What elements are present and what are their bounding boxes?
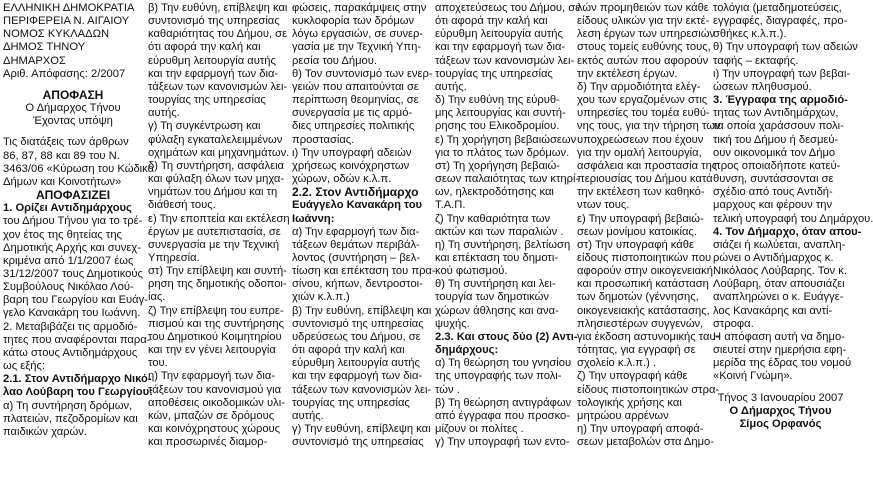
text-line: γελο Κανακάρη του Ιωάννη. xyxy=(3,307,141,320)
text-line: εύρυθμη λειτουργία αυτής xyxy=(435,28,563,41)
text-line: ρεσία του Δήμου. xyxy=(292,54,377,67)
text-line: και την εφαρμογή των δια- xyxy=(292,370,423,383)
text-line: και επέκταση του δημοτι- xyxy=(435,251,559,264)
text-line: θ) Την υπογραφή των αδειών xyxy=(713,41,858,54)
text-line: της υπογραφής των πολι- xyxy=(435,370,562,383)
text-line: παιδικών χαρών. xyxy=(3,425,87,438)
text-line: Λούβαρη, όταν απουσιάζει xyxy=(713,278,845,291)
text-line: «Κοινή Γνώμη». xyxy=(713,370,793,383)
text-line: Ευάγγελο Κανακάρη του xyxy=(292,199,423,212)
text-line: λος Κανακάρης και αντί- xyxy=(713,304,833,317)
text-line: για το πλάτος των δρόμων. xyxy=(435,146,570,159)
text-line: τίωση και επέκταση του πρα- xyxy=(292,265,436,278)
text-line: λών προμηθειών των κάθε xyxy=(577,2,709,14)
text-line: 1. Ορίζει Αντιδημάρχους xyxy=(3,202,132,215)
text-line: Ο Δήμαρχος Τήνου xyxy=(25,102,121,115)
text-line: ι) Την υπογραφή αδειών xyxy=(292,146,412,159)
text-line: Σίμος Ορφανός xyxy=(739,417,822,430)
text-line: α) Τη θεώρηση του γνησίου xyxy=(435,357,572,370)
text-line: ντων τους. xyxy=(577,199,630,212)
text-line: ε) Την εποπτεία και εκτέλεση xyxy=(148,212,290,225)
text-line: Συμβούλους Νικόλαο Λού- xyxy=(3,281,134,294)
text-line: συντονισμό της υπηρεσίας xyxy=(292,317,424,330)
text-line: ψυχής. xyxy=(435,317,470,330)
text-line: τάξεων των κανονισμών λει- xyxy=(148,80,288,93)
text-line: γ) Την υπογραφή των εντο- xyxy=(435,436,570,449)
text-line: μαρχους και φέρουν την xyxy=(713,199,833,212)
spacer xyxy=(3,128,143,136)
text-line: 3463/06 «Κύρωση του Κώδικα xyxy=(3,162,155,175)
text-line: αναπληρώνει ο κ. Ευάγγε- xyxy=(713,291,844,304)
text-line: δ) Την ευθύνη της εύρυθ- xyxy=(435,94,560,107)
text-line: συνεργασία με την Τεχνική xyxy=(148,238,280,251)
text-line: οικογενειακής κατάστασης, xyxy=(577,304,710,317)
text-line: Ο Δήμαρχος Τήνου xyxy=(729,404,832,417)
text-line: ων, ηλεκτροδότησης και xyxy=(435,186,554,199)
text-line: 2.1. Στον Αντιδήμαρχο Νικό- xyxy=(3,373,152,386)
text-line: Υπηρεσία. xyxy=(148,251,200,264)
text-line: α) Τη συντήρηση δρόμων, xyxy=(3,399,133,412)
text-line: ακτών και των παραλιών . xyxy=(435,225,564,238)
text-line: λόγω εργασιών, σε συνερ- xyxy=(292,28,424,41)
text-line: πισμού και της συντήρησης xyxy=(148,317,285,330)
text-line: την εκτέλεση έργων. xyxy=(577,67,678,80)
text-line: 3. Έγγραφα της αρμοδιό- xyxy=(713,94,848,107)
text-line: τών . xyxy=(435,383,460,396)
text-line: αυτής. xyxy=(292,409,324,422)
text-line: γειών που απαιτούνται σε xyxy=(292,80,419,93)
text-line: θυνση, συντάσσονται σε xyxy=(713,173,834,186)
text-line: γ) Τη συγκέντρωση και xyxy=(148,120,261,133)
text-line: ουν οικονομικά τον Δήμο xyxy=(713,146,836,159)
text-line: η) Την υπογραφή αποφά- xyxy=(577,423,704,435)
text-line: σιευτεί στην ημερήσια εφη- xyxy=(713,344,847,357)
text-line: συντονισμό της υπηρεσίας xyxy=(148,15,280,28)
text-line: β) Την ευθύνη, επίβλεψη και xyxy=(292,304,432,317)
text-line: εγγραφές, διαγραφές, προ- xyxy=(713,15,848,28)
text-line: διάθεσή τους. xyxy=(148,199,216,212)
text-line: τική του Δήμου ή δεσμεύ- xyxy=(713,133,839,146)
text-line: έργων με αυτεπιστασία, σε xyxy=(148,225,281,238)
text-line: αποχετεύσεως του Δήμου, σε xyxy=(435,2,581,14)
text-line: β) Τη θεώρηση αντιγράφων xyxy=(435,396,572,409)
text-line: υδρεύσεως του Δήμου, σε xyxy=(292,330,421,343)
text-line: τελική υπογραφή του Δημάρχου. xyxy=(713,212,873,225)
text-line: γασία με την Τεχνική Υπη- xyxy=(292,41,422,54)
text-line: δ) Την αρμοδιότητα ελέγ- xyxy=(577,80,701,93)
text-line: α) Την εφαρμογή των δια- xyxy=(292,225,420,238)
text-line: στους τομείς ευθύνης τους, xyxy=(577,41,711,54)
text-line: χώρων, οδών κ.λ.π. xyxy=(292,173,392,186)
text-line: στ) Την επίβλεψη και συντή- xyxy=(148,265,287,278)
text-line: εκτός αυτών που αφορούν xyxy=(577,54,709,67)
text-line: μίζουν οι πολίτες . xyxy=(435,423,524,435)
text-line: σιάζει ή κωλύεται, αναπλη- xyxy=(713,238,846,251)
text-line: πλατειών, πεζοδρομίων και xyxy=(3,412,138,425)
text-line: του Δήμου Τήνου για το τρέ- xyxy=(3,215,143,228)
text-line: τουργίας της υπηρεσίας xyxy=(292,396,410,409)
text-line: των δημοτών (γέννησης, xyxy=(577,291,699,304)
text-line: Η απόφαση αυτή να δημο- xyxy=(713,330,845,343)
text-line: στροφα. xyxy=(713,317,754,330)
text-line: υποχρεώσεων που έχουν xyxy=(577,133,704,146)
text-line: χον έτος της θητείας της xyxy=(3,228,122,241)
text-line: για την ομαλή λειτουργία, xyxy=(577,146,702,159)
text-line: εύρυθμη λειτουργία αυτής xyxy=(292,357,420,370)
text-line: και την εν γένει λειτουργία xyxy=(148,344,276,357)
text-line: περιουσίας του Δήμου κατά xyxy=(577,173,713,186)
text-line: και προσωπική κατάσταση xyxy=(577,278,709,291)
text-line: κάτω στους Αντιδημάρχους xyxy=(3,346,138,359)
text-line: ώσεων πληθυσμού. xyxy=(713,80,812,93)
text-line: λεση έργων των υπηρεσιών xyxy=(577,28,716,41)
text-line: τάξεων των κανονισμών λει- xyxy=(435,54,575,67)
text-line: ΔΗΜΟΣ ΤΗΝΟΥ xyxy=(3,41,86,54)
text-line: σεων παλαιότητας των κτηρί- xyxy=(435,173,580,186)
text-line: του Δημοτικού Κοιμητηρίου xyxy=(148,330,282,343)
text-line: διες υπηρεσίες πολιτικής xyxy=(292,120,415,133)
text-line: 2.2. Στον Αντιδήμαρχο xyxy=(292,185,419,200)
text-line: συνεργασία με τις αρμό- xyxy=(292,107,413,120)
text-line: σχέδιο από τους Αντιδή- xyxy=(713,186,833,199)
text-line: σεων μονίμου κατοικίας. xyxy=(577,225,697,238)
text-line: Δημοτικής Αρχής και συνεχ- xyxy=(3,241,141,254)
column-2 xyxy=(148,2,290,477)
text-line: από έγγραφα που προσκο- xyxy=(435,409,570,422)
text-line: ρηση της δημοτικής οδοποι- xyxy=(148,278,287,291)
text-line: και την εφαρμογή των δια- xyxy=(435,41,566,54)
text-line: τα οποία χαράσσουν πολι- xyxy=(713,120,844,133)
text-line: ταφής – εκταφής. xyxy=(713,54,799,67)
text-line: προστασίας. xyxy=(292,133,355,146)
text-line: είδους πιστοποιητικών που xyxy=(577,251,712,264)
text-line: πλησιεστέρων συγγενών, xyxy=(577,317,704,330)
text-line: ως εξής: xyxy=(3,360,45,373)
text-line: καθαριότητας του Δήμου, σε xyxy=(148,28,288,41)
text-line: είδους υλικών για την εκτέ- xyxy=(577,15,710,28)
text-line: ΝΟΜΟΣ ΚΥΚΛΑΔΩΝ xyxy=(3,28,110,41)
text-line: και κοινόχρηστους χώρους xyxy=(148,423,281,435)
text-line: Τ.Α.Π. xyxy=(435,199,466,212)
text-line: σθήκες κ.λ.π.). xyxy=(713,28,787,41)
text-line: τάξεων των κανονισμών λει- xyxy=(292,383,432,396)
text-line: δημάρχους: xyxy=(435,344,499,357)
text-line: τολόγια (μεταδημοτεύσεις, xyxy=(713,2,842,14)
column-3 xyxy=(292,2,436,477)
text-line: και την εφαρμογή των δια- xyxy=(148,67,279,80)
text-line: τάξεων του κανονισμού για xyxy=(148,383,282,396)
text-line: σχολείο κ.λ.π.) . xyxy=(577,357,657,370)
text-line: ρησης του Ελικοδρομίου. xyxy=(435,120,560,133)
spacer xyxy=(713,384,848,392)
text-line: μερίδα της έδρας του νομού xyxy=(713,357,852,370)
text-line: χρήσεως κοινόχρηστων xyxy=(292,159,410,172)
text-line: αφορούν στην οικογενειακή xyxy=(577,265,713,278)
text-line: λοντος (συντήρηση – βελ- xyxy=(292,251,421,264)
text-line: οχημάτων και μηχανημάτων. xyxy=(148,146,290,159)
text-line: χου των εργαζομένων στις xyxy=(577,94,708,107)
column-6 xyxy=(713,2,873,477)
text-line: κών, μπαζών σε δρόμους xyxy=(148,409,275,422)
text-line: ε) Την υπογραφή βεβαιώ- xyxy=(577,212,704,225)
text-line: στ) Τη χορήγηση βεβαιώ- xyxy=(435,159,561,172)
text-line: και φύλαξη όλων των μηχα- xyxy=(148,173,285,186)
text-line: ΠΕΡΙΦΕΡΕΙΑ Ν. ΑΙΓΑΙΟΥ xyxy=(3,15,130,28)
text-line: φώσεις, παρακάμψεις στην xyxy=(292,2,427,14)
text-line: υπηρεσίες του τομέα ευθύ- xyxy=(577,107,710,120)
text-line: σίνου, κήπων, δεντροστοι- xyxy=(292,278,423,291)
text-line: Τις διατάξεις των άρθρων xyxy=(3,136,129,149)
column-4 xyxy=(435,2,581,477)
text-line: ότι αφορά την καλή και xyxy=(435,15,548,28)
text-line: τητας των Αντιδημάρχων, xyxy=(713,107,839,120)
text-line: τουργίας της υπηρεσίας xyxy=(435,67,553,80)
text-line: 2.3. Και στους δύο (2) Αντι- xyxy=(435,330,578,343)
column-1 xyxy=(3,2,155,477)
text-line: δ) Τη συντήρηση, ασφάλεια xyxy=(148,159,285,172)
text-line: ΔΗΜΑΡΧΟΣ xyxy=(3,54,66,67)
text-line: βαρη του Γεωργίου και Ευάγ- xyxy=(3,294,148,307)
text-line: φύλαξη εγκαταλελειμμένων xyxy=(148,133,283,146)
text-line: Νικόλαος Λούβαρης. Τον κ. xyxy=(713,265,847,278)
text-line: ζ) Την υπογραφή κάθε xyxy=(577,370,688,383)
text-line: τουργία των δημοτικών xyxy=(435,291,549,304)
text-line: κού φωτισμού. xyxy=(435,265,508,278)
text-line: νης τους, για την τήρηση των xyxy=(577,120,721,133)
text-line: κριμένα από 1/1/2007 έως xyxy=(3,254,134,267)
text-line: Τήνος 3 Ιανουαρίου 2007 xyxy=(717,391,844,404)
text-line: περίπτωση θεομηνίας, σε xyxy=(292,94,419,107)
text-line: τητες που αναφέρονται παρα- xyxy=(3,333,151,346)
text-line: συντονισμό της υπηρεσίας xyxy=(292,436,424,449)
text-line: τολογικής χρήσης και xyxy=(577,396,682,409)
text-line: ΑΠΟΦΑΣΙΖΕΙ xyxy=(35,188,111,203)
text-line: Έχοντας υπόψη xyxy=(33,115,113,128)
text-line: ι) Την υπογραφή των βεβαι- xyxy=(713,67,851,80)
text-line: ΕΛΛΗΝΙΚΗ ΔΗΜΟΚΡΑΤΙΑ xyxy=(3,2,135,14)
text-line: Αριθ. Απόφασης: 2/2007 xyxy=(3,67,126,80)
text-line: ε) Τη χορήγηση βεβαιώσεων xyxy=(435,133,577,146)
text-line: του. xyxy=(148,357,168,370)
text-line: ότι αφορά την καλή και xyxy=(148,41,261,54)
text-line: κυκλοφορία των δρόμων xyxy=(292,15,415,28)
text-line: εύρυθμη λειτουργία αυτής xyxy=(148,54,276,67)
text-line: και προσωρινές διαμορ- xyxy=(148,436,268,449)
text-line: λαο Λούβαρη του Γεωργίου: xyxy=(3,386,153,399)
text-line: Δήμων και Κοινοτήτων» xyxy=(3,175,122,188)
text-line: νημάτων του Δήμου και τη xyxy=(148,186,278,199)
text-line: προς οποιαδήποτε κατεύ- xyxy=(713,159,841,172)
text-line: θ) Τη συντήρηση και λει- xyxy=(435,278,556,291)
text-line: αποθέσεις οικοδομικών υλι- xyxy=(148,396,285,409)
text-line: την εκτέλεση των καθηκό- xyxy=(577,186,705,199)
column-5 xyxy=(577,2,721,477)
text-line: 2. Μεταβιβάζει τις αρμοδιό- xyxy=(3,320,138,333)
text-line: τουργίας της υπηρεσίας xyxy=(148,94,266,107)
text-line: αυτής. xyxy=(148,107,180,120)
text-line: είδους πιστοποιητικών στρα- xyxy=(577,383,720,396)
text-line: ΑΠΟΦΑΣΗ xyxy=(42,87,104,102)
text-line: ότι αφορά την καλή και xyxy=(292,344,405,357)
text-line: ρώνει ο Αντιδήμαρχος κ. xyxy=(713,251,834,264)
text-line: γ) Την ευθύνη, επίβλεψη και xyxy=(292,423,431,435)
text-line: ζ) Την επίβλεψη του ευπρε- xyxy=(148,304,284,317)
text-line: μης λειτουργίας και συντή- xyxy=(435,107,566,120)
text-line: β) Την ευθύνη, επίβλεψη και xyxy=(148,2,288,14)
text-line: Ιωάννη: xyxy=(292,212,335,225)
text-line: 31/12/2007 τους Δημοτικούς xyxy=(3,267,143,280)
text-line: θ) Τον συντονισμό των ενερ- xyxy=(292,67,433,80)
text-line: μητρώου αρρένων xyxy=(577,409,669,422)
text-line: η) Την εφαρμογή των δια- xyxy=(148,370,276,383)
text-line: αυτής. xyxy=(435,80,467,93)
text-line: για έκδοση αστυνομικής ταυ- xyxy=(577,330,720,343)
text-line: 4. Τον Δήμαρχο, όταν απου- xyxy=(713,225,862,238)
text-line: ασφάλεια και προστασία της xyxy=(577,159,718,172)
text-line: τότητας, για εγγραφή σε xyxy=(577,344,696,357)
text-line: σεων μεταβολών στα Δημο- xyxy=(577,436,715,449)
text-line: χιών κ.λ.π.) xyxy=(292,291,350,304)
text-line: χώρων άθλησης και ανα- xyxy=(435,304,559,317)
text-line: στ) Την υπογραφή κάθε xyxy=(577,238,694,251)
text-line: η) Τη συντήρηση, βελτίωση xyxy=(435,238,571,251)
text-line: ζ) Την καθαριότητα των xyxy=(435,212,551,225)
text-line: τάξεων θεμάτων περιβάλ- xyxy=(292,238,420,251)
text-line: 86, 87, 88 και 89 του Ν. xyxy=(3,149,120,162)
text-line: ίας. xyxy=(148,291,166,304)
